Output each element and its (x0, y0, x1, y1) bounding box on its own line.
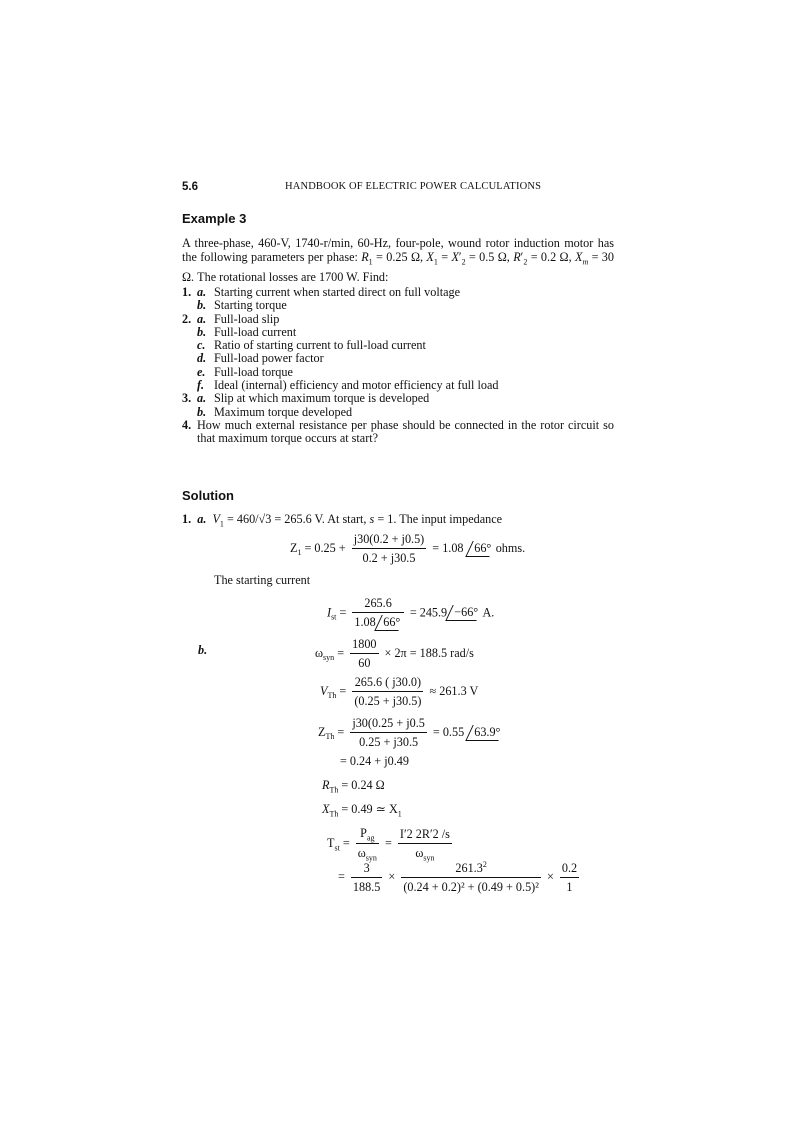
question-item (182, 406, 614, 419)
question-item (182, 313, 614, 326)
solution-1-number: 1. (182, 512, 192, 526)
running-title: HANDBOOK OF ELECTRIC POWER CALCULATIONS (285, 181, 542, 192)
question-text: Maximum torque developed (214, 404, 353, 419)
question-letter: e. (197, 364, 206, 379)
start-slip-text: = 1. The input impedance (377, 512, 503, 526)
rth-equation: $R_{Th} = 0.24$ Ω (322, 778, 385, 795)
question-letter: a. (197, 391, 207, 406)
question-number: 2. (182, 311, 192, 326)
page-number: 5.6 (182, 181, 198, 193)
question-item (182, 379, 614, 392)
question-item (182, 339, 614, 352)
question-list (182, 286, 614, 446)
question-item (182, 419, 614, 446)
tst-equation: $T_{st}$ = $\frac{P_{ag}}{\omega_{syn}}$ = $\frac{I'2 2R'2 /s}{\omega_{syn}}$ (327, 826, 450, 863)
question-text: Full-load torque (214, 364, 293, 379)
question-text: Full-load slip (214, 311, 280, 326)
question-letter: b. (197, 324, 207, 339)
question-text: Ratio of starting current to full-load current (214, 338, 426, 353)
tst-equation-line2: = $\frac{3}{188.5}$ × $\frac{261.3^2}{\text{(0.24 + 0.2)² + (0.49 + 0.5)²}}$ × $\frac{0.2}{1}$ (338, 860, 578, 895)
question-item (182, 326, 614, 339)
question-text: Starting current when started direct on full voltage (214, 285, 461, 299)
v1-text: = 460/√3 = 265.6 V. At start, (226, 512, 367, 526)
question-letter: a. (197, 285, 207, 299)
solution-1a-letter: a. (197, 512, 207, 526)
question-number: 4. (182, 417, 192, 432)
question-item (182, 366, 614, 379)
question-letter: b. (197, 298, 207, 313)
question-text: Full-load power factor (214, 351, 324, 366)
question-text: Starting torque (214, 298, 287, 313)
question-letter: a. (197, 311, 207, 326)
example-intro: A three-phase, 460-V, 1740-r/min, 60-Hz, four-pole, wound rotor induction motor has the following parameters per phase: $R_1 = 0.25$ Ω, $X_1 = X'_2 = 0.5$ Ω, $R'_2 = 0.2$ Ω, $X_m = 30$ Ω. The rotational losses are 1700 W. Find: (182, 236, 614, 285)
question-number: 1. (182, 285, 192, 299)
vth-equation: $V_{Th}$ = $\frac{265.6 ( j30.0)}{(0.25 + j30.5)}$ ≈ 261.3 V (320, 675, 479, 708)
solution-1a-line: 1. a. $V_1 = 460/√3 = 265.6$ V. At start, s = 1. The input impedance (182, 512, 503, 529)
question-letter: d. (197, 351, 207, 366)
question-item (182, 286, 614, 299)
example-heading: Example 3 (182, 211, 247, 226)
xth-equation: $X_{Th} = 0.49$ ≃ $X_1$ (322, 802, 402, 819)
ist-equation: $I_{st}$ = $\frac{265.6}{1.08 66^\circ}$ = 245.9 −66° A. (327, 596, 495, 629)
question-text: Ideal (internal) efficiency and motor efficiency at full load (214, 378, 499, 393)
z1-equation: $Z_1 = 0.25$ + $\frac{j30(0.2 + j0.5)}{0.2 + j30.5}$ = 1.08 66° ohms. (290, 532, 526, 565)
zth-rectangular: = 0.24 + j0.49 (340, 754, 409, 768)
wsyn-equation: $\omega_{syn}$ = $\frac{1800}{60}$ × 2π = 188.5 rad/s (315, 637, 474, 670)
zth-equation: $Z_{Th}$ = $\frac{j30(0.25 + j0.5}{0.25 + j30.5}$ = 0.55 63.9° (318, 716, 502, 750)
question-text: How much external resistance per phase should be connected in the rotor circuit so that maximum torque occurs at start? (197, 417, 614, 446)
question-text: Full-load current (214, 324, 297, 339)
question-number: 3. (182, 391, 192, 406)
question-text: Slip at which maximum torque is developed (214, 391, 430, 406)
question-letter: c. (197, 338, 206, 353)
question-item (182, 352, 614, 365)
question-item (182, 392, 614, 405)
solution-heading: Solution (182, 488, 234, 503)
question-letter: b. (197, 404, 207, 419)
solution-1b-letter: b. (198, 643, 208, 657)
starting-current-label: The starting current (214, 573, 311, 587)
question-letter: f. (197, 378, 205, 393)
question-item (182, 299, 614, 312)
